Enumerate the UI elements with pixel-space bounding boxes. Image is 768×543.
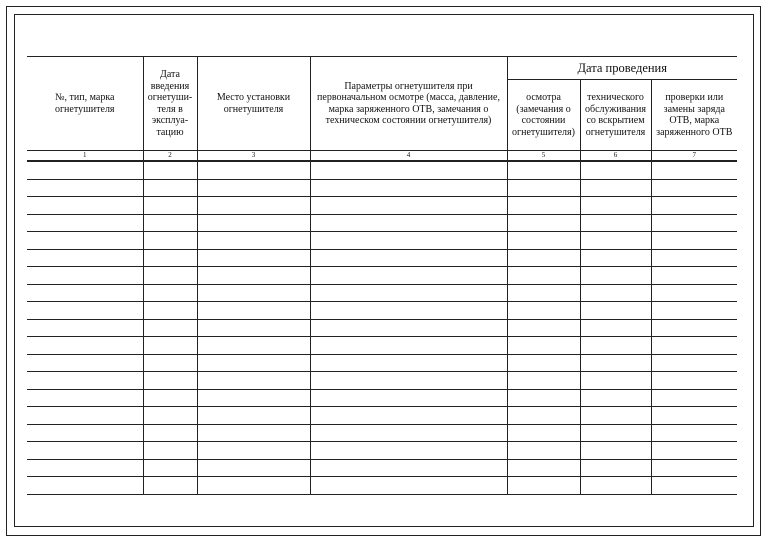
table-cell bbox=[507, 249, 580, 267]
table-cell bbox=[197, 249, 310, 267]
table-cell bbox=[143, 477, 197, 495]
table-cell bbox=[580, 179, 651, 197]
table-row bbox=[27, 232, 737, 250]
table-cell bbox=[143, 214, 197, 232]
table-cell bbox=[27, 284, 143, 302]
table-cell bbox=[310, 372, 507, 390]
table-cell bbox=[507, 442, 580, 460]
table-cell bbox=[651, 179, 737, 197]
table-cell bbox=[27, 407, 143, 425]
table-cell bbox=[143, 249, 197, 267]
table-cell bbox=[651, 337, 737, 355]
table-cell bbox=[197, 354, 310, 372]
table-cell bbox=[580, 424, 651, 442]
table-cell bbox=[197, 424, 310, 442]
table-cell bbox=[651, 389, 737, 407]
table-cell bbox=[27, 214, 143, 232]
table-cell bbox=[310, 424, 507, 442]
table-cell bbox=[27, 302, 143, 320]
table-cell bbox=[27, 337, 143, 355]
table-cell bbox=[310, 179, 507, 197]
table-cell bbox=[580, 249, 651, 267]
table-cell bbox=[580, 389, 651, 407]
table-cell bbox=[197, 407, 310, 425]
col-header-5: осмотра (замечания о состоянии огнетушителя) bbox=[507, 80, 580, 151]
table-cell bbox=[580, 232, 651, 250]
table-cell bbox=[197, 267, 310, 285]
table-cell bbox=[651, 372, 737, 390]
table-cell bbox=[310, 337, 507, 355]
table-cell bbox=[310, 459, 507, 477]
col-header-6: технического обслуживания со вскрытием огнетушителя bbox=[580, 80, 651, 151]
table-cell bbox=[27, 232, 143, 250]
table-row bbox=[27, 161, 737, 179]
table-cell bbox=[27, 459, 143, 477]
table-cell bbox=[197, 442, 310, 460]
table-cell bbox=[580, 214, 651, 232]
table-cell bbox=[197, 284, 310, 302]
table-cell bbox=[310, 389, 507, 407]
table-cell bbox=[580, 161, 651, 179]
table-cell bbox=[310, 319, 507, 337]
table-cell bbox=[580, 197, 651, 215]
table-cell bbox=[310, 232, 507, 250]
table-cell bbox=[507, 197, 580, 215]
table-cell bbox=[310, 267, 507, 285]
table-cell bbox=[143, 232, 197, 250]
table-cell bbox=[651, 459, 737, 477]
table-cell bbox=[507, 459, 580, 477]
table-cell bbox=[310, 477, 507, 495]
table-cell bbox=[143, 459, 197, 477]
table-row bbox=[27, 372, 737, 390]
table-cell bbox=[651, 407, 737, 425]
table-row bbox=[27, 319, 737, 337]
table-cell bbox=[310, 161, 507, 179]
table-cell bbox=[651, 161, 737, 179]
table-cell bbox=[143, 372, 197, 390]
table-cell bbox=[143, 407, 197, 425]
table-cell bbox=[651, 477, 737, 495]
table-cell bbox=[651, 267, 737, 285]
col-number-4: 4 bbox=[310, 151, 507, 162]
table-cell bbox=[143, 179, 197, 197]
table-cell bbox=[27, 477, 143, 495]
table-cell bbox=[197, 389, 310, 407]
table-cell bbox=[197, 319, 310, 337]
table-cell bbox=[507, 424, 580, 442]
table-row bbox=[27, 302, 737, 320]
table-cell bbox=[580, 477, 651, 495]
table-cell bbox=[27, 179, 143, 197]
table-row bbox=[27, 407, 737, 425]
table-cell bbox=[197, 214, 310, 232]
table-cell bbox=[580, 302, 651, 320]
table-cell bbox=[143, 354, 197, 372]
table-cell bbox=[197, 161, 310, 179]
table-row bbox=[27, 284, 737, 302]
table-cell bbox=[197, 477, 310, 495]
table-cell bbox=[143, 424, 197, 442]
col-header-1: №, тип, марка огнетушителя bbox=[27, 57, 143, 151]
table-cell bbox=[27, 442, 143, 460]
table-cell bbox=[310, 442, 507, 460]
table-cell bbox=[507, 477, 580, 495]
table-cell bbox=[507, 337, 580, 355]
table-cell bbox=[27, 249, 143, 267]
table-cell bbox=[143, 442, 197, 460]
table-cell bbox=[651, 232, 737, 250]
table-cell bbox=[507, 407, 580, 425]
col-header-4: Параметры огнетушителя при первоначальном осмотре (масса, давление, марка заряженного ОТВ, замечания о техническом состоянии огнетушителя) bbox=[310, 57, 507, 151]
table-row bbox=[27, 389, 737, 407]
table-cell bbox=[143, 284, 197, 302]
table-cell bbox=[580, 267, 651, 285]
table-cell bbox=[651, 197, 737, 215]
table-cell bbox=[310, 284, 507, 302]
table-row bbox=[27, 267, 737, 285]
table-cell bbox=[651, 302, 737, 320]
table-cell bbox=[507, 372, 580, 390]
table-row bbox=[27, 214, 737, 232]
col-number-6: 6 bbox=[580, 151, 651, 162]
table-cell bbox=[651, 442, 737, 460]
col-number-5: 5 bbox=[507, 151, 580, 162]
table-cell bbox=[197, 337, 310, 355]
extinguisher-log-table bbox=[27, 56, 737, 495]
table-cell bbox=[143, 267, 197, 285]
table-cell bbox=[143, 302, 197, 320]
table-cell bbox=[651, 249, 737, 267]
table-cell bbox=[507, 267, 580, 285]
table-cell bbox=[507, 284, 580, 302]
table-row bbox=[27, 179, 737, 197]
table-cell bbox=[27, 319, 143, 337]
table-cell bbox=[580, 284, 651, 302]
table-cell bbox=[651, 354, 737, 372]
table-cell bbox=[507, 319, 580, 337]
col-number-3: 3 bbox=[197, 151, 310, 162]
table-cell bbox=[197, 372, 310, 390]
table-cell bbox=[310, 407, 507, 425]
table-cell bbox=[310, 214, 507, 232]
table-cell bbox=[143, 161, 197, 179]
table-cell bbox=[27, 424, 143, 442]
table-cell bbox=[143, 319, 197, 337]
table-cell bbox=[143, 389, 197, 407]
table-cell bbox=[651, 214, 737, 232]
table-cell bbox=[580, 459, 651, 477]
table-cell bbox=[197, 302, 310, 320]
table-row bbox=[27, 477, 737, 495]
table-row bbox=[27, 249, 737, 267]
col-number-7: 7 bbox=[651, 151, 737, 162]
group-header-dates: Дата проведения bbox=[507, 57, 737, 80]
table-cell bbox=[27, 372, 143, 390]
table-cell bbox=[197, 459, 310, 477]
table-row bbox=[27, 337, 737, 355]
table-cell bbox=[197, 232, 310, 250]
table-cell bbox=[580, 354, 651, 372]
table-cell bbox=[143, 337, 197, 355]
table-cell bbox=[507, 389, 580, 407]
table-row bbox=[27, 424, 737, 442]
table-cell bbox=[580, 337, 651, 355]
table-cell bbox=[507, 214, 580, 232]
table-cell bbox=[580, 442, 651, 460]
table-cell bbox=[507, 161, 580, 179]
table-cell bbox=[507, 302, 580, 320]
table-cell bbox=[197, 197, 310, 215]
table-cell bbox=[651, 424, 737, 442]
table-cell bbox=[27, 161, 143, 179]
table-row bbox=[27, 459, 737, 477]
col-number-2: 2 bbox=[143, 151, 197, 162]
table-cell bbox=[310, 249, 507, 267]
table-row bbox=[27, 442, 737, 460]
table-row bbox=[27, 197, 737, 215]
table-cell bbox=[27, 354, 143, 372]
table-cell bbox=[27, 267, 143, 285]
table-cell bbox=[143, 197, 197, 215]
table-row bbox=[27, 354, 737, 372]
table-cell bbox=[27, 389, 143, 407]
table-cell bbox=[310, 302, 507, 320]
table-cell bbox=[310, 197, 507, 215]
col-number-1: 1 bbox=[27, 151, 143, 162]
col-header-3: Место установки огнетушителя bbox=[197, 57, 310, 151]
table-body bbox=[27, 161, 737, 494]
table-cell bbox=[507, 179, 580, 197]
table-cell bbox=[310, 354, 507, 372]
table-cell bbox=[580, 407, 651, 425]
table-cell bbox=[27, 197, 143, 215]
table-cell bbox=[580, 319, 651, 337]
table-cell bbox=[507, 354, 580, 372]
col-header-7: проверки или замены заряда ОТВ, марка заряженного ОТВ bbox=[651, 80, 737, 151]
table-cell bbox=[507, 232, 580, 250]
table-cell bbox=[651, 319, 737, 337]
table-cell bbox=[651, 284, 737, 302]
table-cell bbox=[197, 179, 310, 197]
table-cell bbox=[580, 372, 651, 390]
col-header-2: Дата введения огнетуши-теля в эксплуа-тацию bbox=[143, 57, 197, 151]
